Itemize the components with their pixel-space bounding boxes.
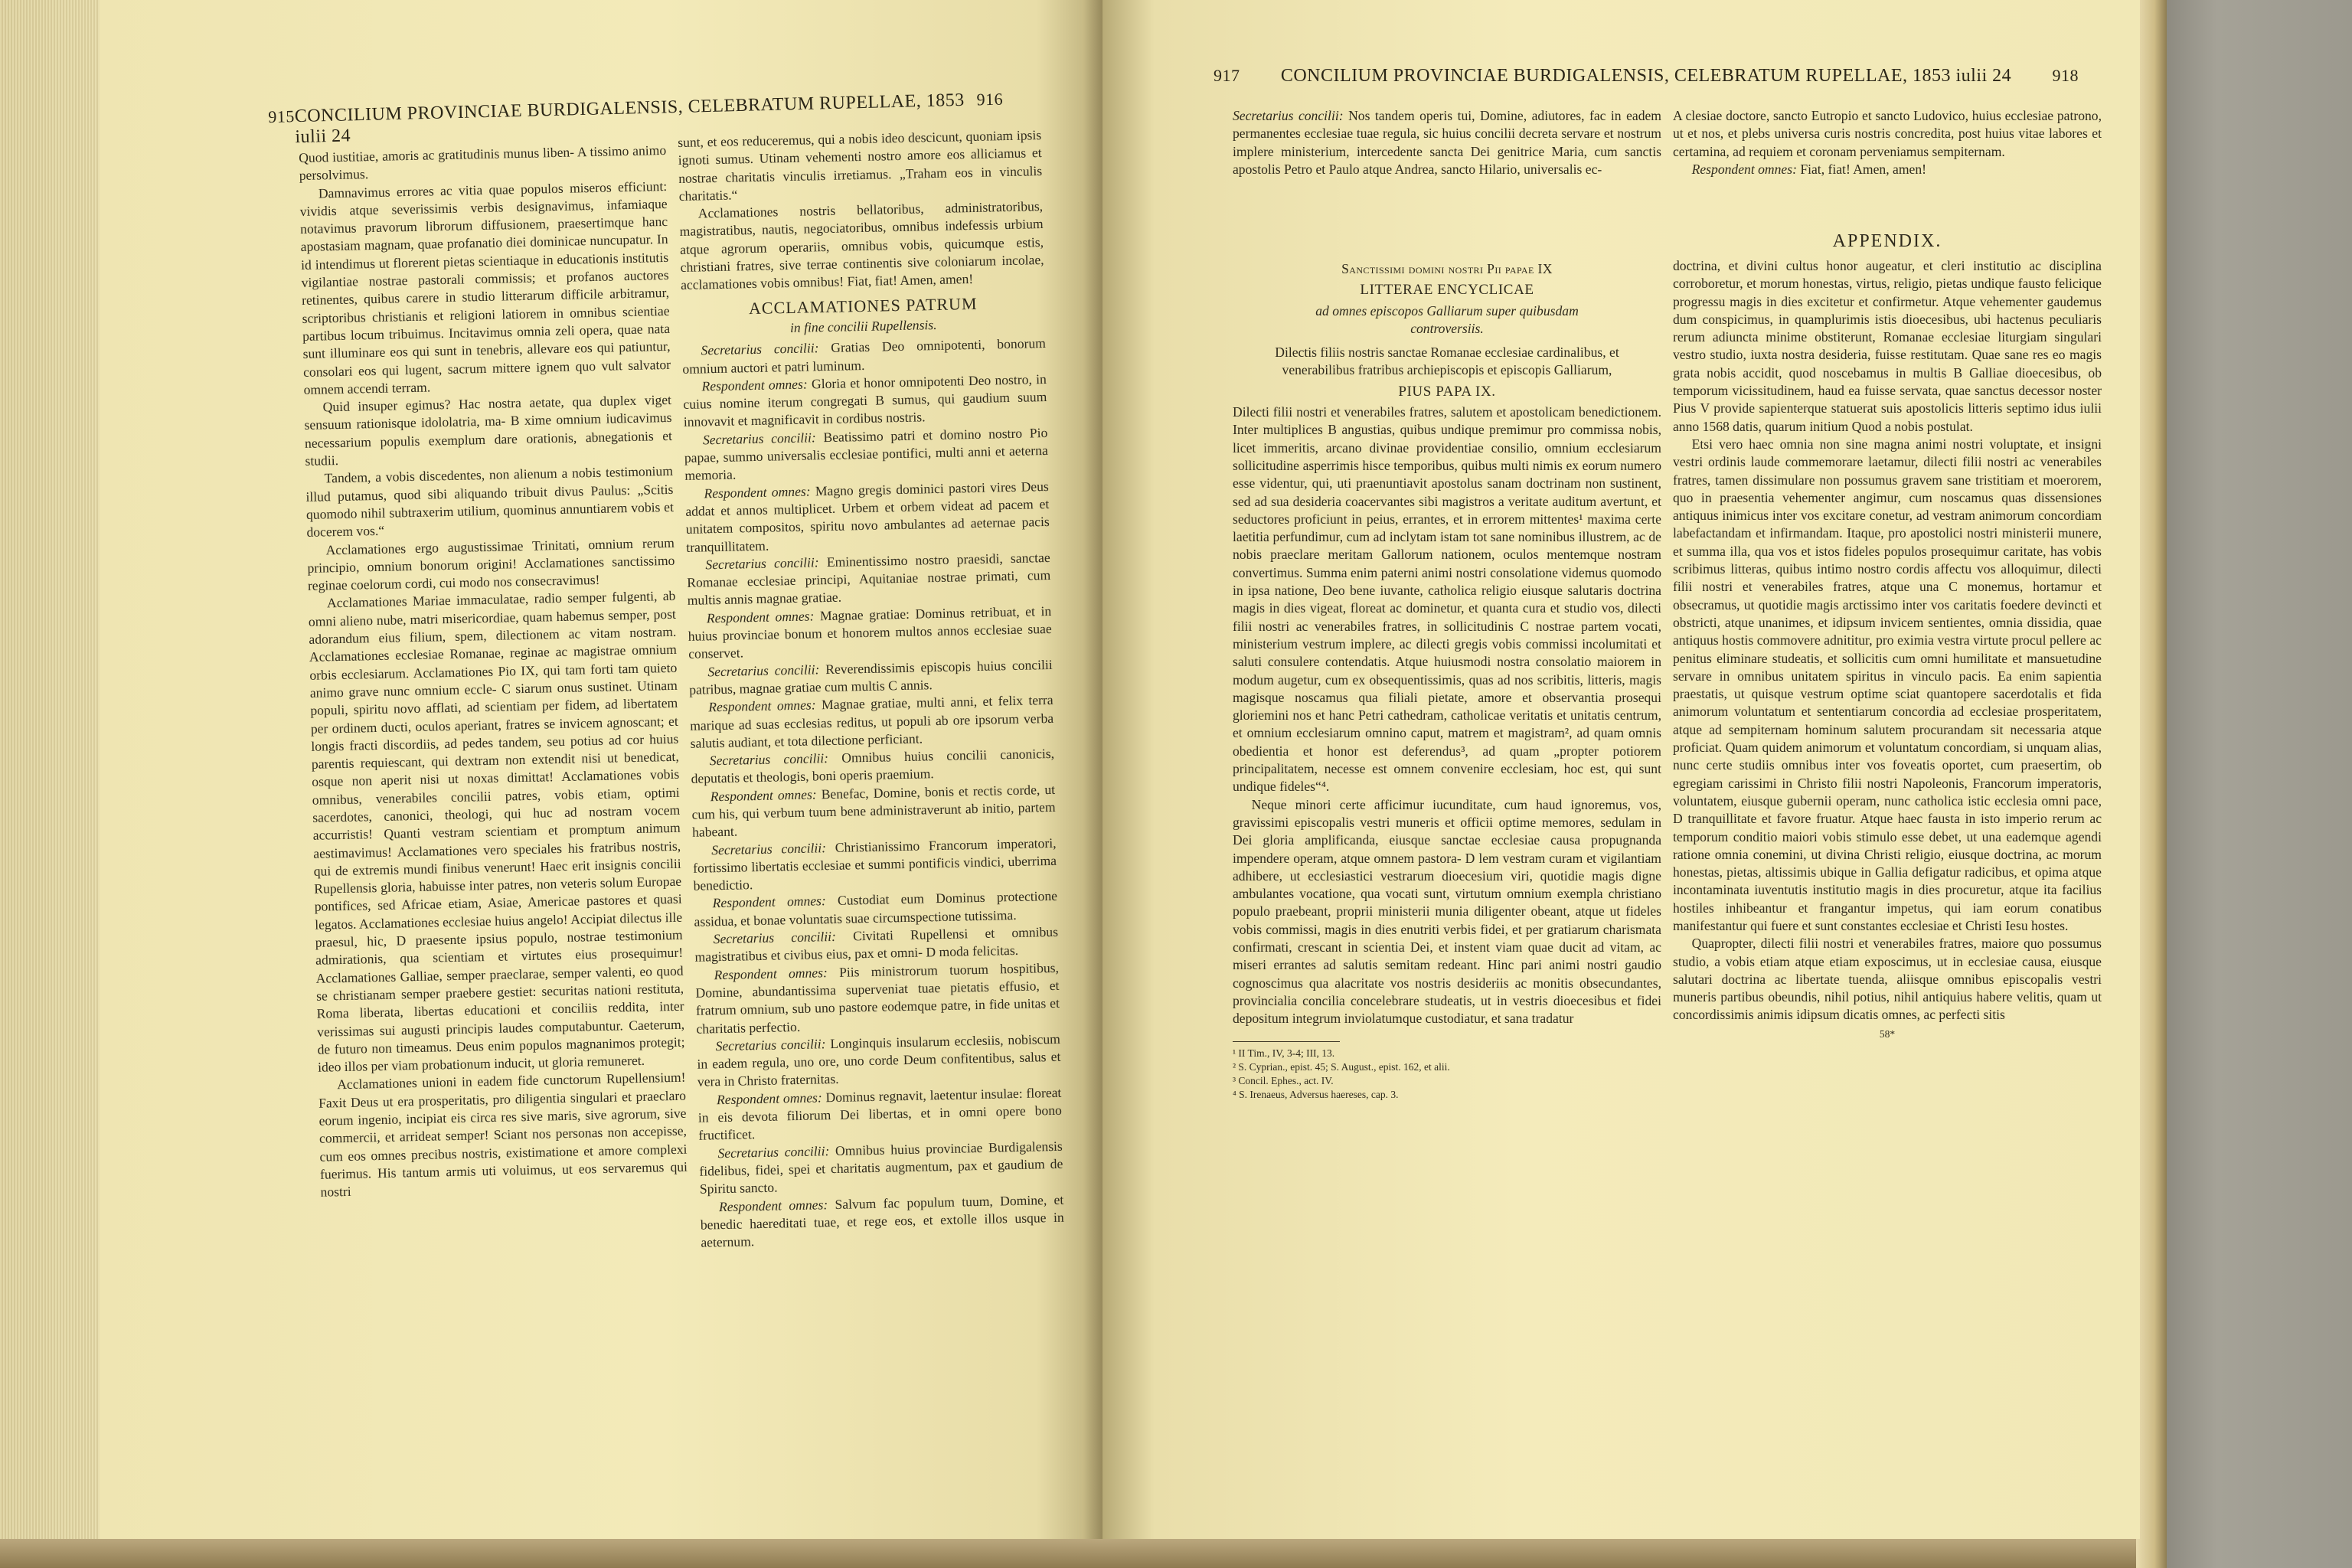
left-page-column-2 (678, 126, 1070, 1527)
acclamation-item (697, 1084, 1062, 1145)
acclamation-text: Dominus regnavit, laetentur insulae: floreat in eis devota filiorum Dei libertas, et in omni opere bono fructificet. (697, 1084, 1063, 1144)
speaker-label: Secretarius concilii: (1233, 108, 1344, 123)
acclamation-text: Omnibus huius provinciae Burdigalensis fidelibus, fidei, spei et charitatis augmentum, pax et gaudium de Spiritu sancto. (699, 1138, 1063, 1197)
footnote: ¹ II Tim., IV, 3-4; III, 13. (1233, 1047, 1335, 1060)
body-paragraph: Acclamationes ergo augustissimae Trinitati, omnium rerum principio, omnium bonorum origini! Acclamationes sanctissimo reginae coelorum cordi, cui modo nos consecravimus! (307, 534, 675, 593)
encyclical-title: LITTERAE ENCYCLICAE (1360, 282, 1534, 299)
acclamation-item (700, 1191, 1064, 1252)
acclamation-text: Civitati Rupellensi et omnibus magistratibus et civibus eius, pax et omni- D moda felicitas. (694, 923, 1059, 965)
right-page (1102, 0, 2140, 1539)
acclamation-text: Magnae gratiae: Dominus retribuat, et in huius provinciae bonum et honorem multos annos ecclesiae suae conservet. (688, 603, 1052, 662)
page-number-916: 916 (976, 89, 1004, 109)
desk-background (2159, 0, 2352, 1568)
speaker-label: Secretarius concilii: (711, 839, 827, 858)
speaker-label: Respondent omnes: (718, 1196, 828, 1214)
closing-prayer-continued: A clesiae doctore, sancto Eutropio et sancto Ludovico, huius ecclesiae patrono, ut et nos, et plebs universa curis nostris concredita, post huius vitae labores et certamina, ad requiem et coronam perveniamus sempiternam. (1673, 108, 2102, 159)
acclamation-item (684, 424, 1048, 485)
speaker-label: Secretarius concilii: (705, 554, 819, 573)
acclamation-item (683, 371, 1047, 432)
speaker-label: Secretarius concilii: (717, 1142, 830, 1161)
encyclical-subtitle: ad omnes episcopos Galliarum super quibusdam controversiis. (1315, 302, 1579, 336)
acclamation-item (687, 549, 1051, 610)
left-page-column-1 (299, 142, 694, 1520)
right-running-header (1214, 66, 2079, 87)
acclamation-item (689, 691, 1054, 753)
acclamation-text: Magnae gratiae, multi anni, et felix terra marique ad suas ecclesias reditus, ut populi ab ore ipsorum verba salutis audiant, et tota dilectione perficiant. (689, 692, 1054, 751)
acclamation-text: Beatissimo patri et domino nostro Pio papae, summo universalis ecclesiae pontifici, multi anni et aeterna memoria. (684, 424, 1048, 484)
speaker-label: Respondent omnes: (714, 964, 828, 982)
acclamation-item (688, 603, 1052, 664)
encyclical-author: Sanctissimi domini nostri Pii papae IX (1341, 261, 1553, 276)
acclamation-text: Magno gregis dominici pastori vires Deus addat et annos multiplicet. Urbem et orbem videat ad pacem et unitatem compositos, spiritu novo ambulantes ad aeternae pacis tranquillitatem. (685, 478, 1050, 555)
acclamation-text: Custodiat eum Dominus protectione assidua, et bonae voluntatis suae circumspectione tutissima. (694, 888, 1058, 929)
book-fore-edge (2136, 0, 2167, 1568)
right-column-2 (1673, 257, 2102, 1521)
page-number-917: 917 (1214, 66, 1240, 85)
left-page (0, 0, 1102, 1539)
encyclical-paragraph: Etsi vero haec omnia non sine magna animi nostri voluptate, et insigni vestri ordinis laude commemorare laetamur, dilecti filii nostri ac venerabiles fratres, tamen dissimulare non possumus gravem sane tristitiam et moerorem, quo in praesentia vehementer angimur, cum noscamus quas dissensiones antiquus inimicus inter vos excitare conetur, ad vestram animorum concordiam labefactandam et infirmandam. Itaque, pro apostolici nostri ministerii munere, et summa illa, qua vos et istos fideles populos prosequimur caritate, has vobis scribimus litteras, quibus intimo nostro cordis affectu vos alloquimur, dilecti filii nostri et venerabiles fratres, atque una C monemus, hortamur et obsecramus, ut quotidie magis arctissimo inter vos caritatis foedere devincti et obstricti, atque unanimes, et idipsum invicem sentientes, omnia dissidia, quae antiquus hostis commovere adnititur, pro eximia vestra virtute procul pellere ac penitus eliminare studeatis, et sollicitis cum omni humilitate et mansuetudine servare in omnibus unitatem spiritus in vinculo pacis. Ea enim sapientia praestatis, ut quisque vestrum optime sciat quantopere sacerdotalis et fida animorum voluntatum et sententiarum concordia ad ecclesiae prosperitatem, atque ad sempiternam hominum salutem procurandam sit necessaria atque proficiat. Quam quidem animorum et voluntatum concordiam, si unquam alias, nunc certe studiis omnibus inter vos foveatis oportet, cum praesertim, ob egregiam carissimi in Christo filii nostri Napoleonis, Francorum imperatoris, voluntatem, eiusque gubernii operam, nunc catholica istic ecclesia omni pace, D tranquillitate et favore fruatur. Atque haec fausta in isto imperio rerum ac temporum conditio maiori vobis stimulo esse debet, ut una eademque agendi ratione omnia conemini, ut divina Christi religio, eiusque doctrina, ac morum honestas, pietas, altissimis ubique in Gallia defigatur radicibus, et opima atque incontaminata iuventutis institutio magis in dies procuretur, atque ita facilius hostiles inhibeantur et frangantur impetus, qui iam eorum conatibus manifestantur qui fuere et sunt constantes ecclesiae et Christi Iesu hostes. (1673, 436, 2102, 933)
footnote: ² S. Cyprian., epist. 45; S. August., epist. 162, et alii. (1233, 1061, 1450, 1073)
acclamationes-list (682, 335, 1065, 1252)
footnote: ⁴ S. Irenaeus, Adversus haereses, cap. 3. (1233, 1089, 1399, 1101)
acclamation-text: Christianissimo Francorum imperatori, fortissimo libertatis ecclesiae et summi pontificis vindici, uberrima benedictio. (692, 835, 1057, 893)
right-top-column-2 (1673, 107, 2102, 178)
body-paragraph: Damnavimus errores ac vitia quae populos miseros efficiunt: vividis atque severissimis verbis designavimus, infamiaque notavimus pravorum librorum diffusionem, praesertimque hanc apostasiam magnam, quae profanatio diei dominicae nuncupatur. In id intendimus ut florerent pietas scientiaque in educationis institutis vigilantiae nostrae pastorali commissis; et profanos auctores retinentes, quibus carere in studio litterarum difficile arbitramur, scriptoribus christianis et religioni latiorem in omnibus scientiae partibus locum tribuimus. Incitavimus omnia zeli opera, quae nata sunt illuminare eos qui sunt in tenebris, allevare eos qui patiuntur, consolari eos qui lugent, sacrum mittere ignem quo vult salvator omnem accendi terram. (299, 178, 671, 397)
acclamation-item (699, 1137, 1063, 1198)
footnote: ³ Concil. Ephes., act. IV. (1233, 1075, 1334, 1087)
book-gutter (1083, 0, 1102, 1539)
footnote-rule (1233, 1041, 1340, 1042)
encyclical-paragraph: doctrina, et divini cultus honor augeatur, et cleri institutio ac disciplina corroboretur, et morum honestas, virtus, religio, pietas undique fausto felicique progressu magis in dies excitetur et confirmetur. Atque vehementer gaudemus dum conspicimus, in quamplurimis istis dioecesibus, ubi hactenus peculiaris rerum adiuncta minime obstiterunt, Romanae ecclesiae liturgiam singulari vestro studio, iuxta nostra desideria, fuisse restitutam. Quae sane res eo magis grata nobis accidit, quod noscebamus in multis B Galliae dioecesibus, ob temporum vicissitudinem, haud ea fuisse servata, quae sanctus decessor noster Pius V provide sapienterque statuerat suis apostolicis litteris septimo idus iulii anno 1568 datis, quarum initium Quod a nobis postulat. (1673, 258, 2102, 434)
encyclical-paragraph: Dilecti filii nostri et venerabiles fratres, salutem et apostolicam benedictionem. Inter multiplices B angustias, quibus undique premimur pro commissa nobis, licet immeritis, arcano divinae providentiae consilio, omnium ecclesiarum sollicitudine asperrimis hisce temporibus, quibus multi nimis ex eorum numero esse videntur, qui, uti praenuntiavit apostolus sanam doctrinam non sustinent, sed ad sua desideria coacervantes sibi magistros a veritate auditum avertunt, et seductores proficiunt in peius, errantes, et in errorem mittentes¹ maxima certe laetitia perfundimur, cum ad inclytam istam tot sane nominibus illustrem, ac de nobis praeclare meritam Gallorum nationem, oculos mentemque nostram convertimus. Summa enim paterni animi nostri consolatione videmus quomodo in ipsa natione, Deo bene iuvante, catholica religio eiusque salutaris doctrina magis in dies vigeat, floreat ac dominetur, et quanta cura et studio vos, dilecti filii nostri ac venerabiles fratres, in sollicitudinis C nostrae partem vocati, ministerium vestrum implere, ac dilecti gregis vobis commissi incolumitati et saluti consulere contendatis. Atque huiusmodi nostra consolatio maiorem in modum augetur, cum ex obsequentissimis, quas ad nos scribitis, litteris, magis magisque noscamus qua filiali pietate, amore et observantia prosequi gloriemini nos et hanc Petri cathedram, catholicae veritatis et unitatis centrum, et omnium ecclesiarum omnino caput, matrem et magistram², ad quam omnis obedientia et honor est deferendus³, ad quam „propter potiorem principalitatem, necesse est omnem convenire ecclesiam, hoc est, qui sunt undique fideles“⁴. (1233, 404, 1661, 795)
body-paragraph: Quid insuper egimus? Hac nostra aetate, qua duplex viget sensuum rationisque idololatria, ma- B xime omnium iudicavimus necessarium populis exemplum dare orationis, abnegationis et studii. (304, 392, 673, 469)
acclamation-text: Reverendissimis episcopis huius concilii patribus, magnae gratiae cum multis C annis. (688, 656, 1053, 697)
acclamation-text: Gloria et honor omnipotenti Deo nostro, in cuius nomine iterum congregati B sumus, qui gaudium suum innovavit et magnificavit in cordibus nostris. (683, 371, 1047, 430)
body-paragraph: Acclamationes Mariae immaculatae, radio semper fulgenti, ab omni alieno nube, matri misericordiae, quam habemus semper, post adorandum eius filium, spem, dilectionem ac vitam nostram. Acclamationes ecclesiae Romanae, reginae ac magistrae omnium orbis ecclesiarum. Acclamationes Pio IX, qui tam forti tam quieto animo grave nunc omnium eccle- C siarum onus sustinet. Utinam populi, spiritu novo afflati, ad scientiam per fidem, ad libertatem per ordinem ducti, oculos aperiant, fratres se invicem agnoscant; et longis fracti discordiis, ad pedes tandem, seu potius ad cor huius parentis requiescant, qui dextram non extendit nisi ut benedicat, osque non aperit nisi ut noxas dimittat! Acclamationes vobis omnibus, venerabiles concilii patres, vobis etiam, optimi sacerdotes, canonici, theologi, qui huc ad nostram vocem accurristis! Quanti vestram scientiam et promptum animum aestimavimus! Acclamationes vero speciales his fratribus nostris, qui de extremis mundi finibus venerunt! Haec erit insignis concilii Rupellensis gloria, habuisse inter patres, non veteris solum Europae pontifices, sed Africae etiam, Asiae, Americae pastores et quasi legatos. Acclamationes ecclesiae huius angelo! Accipiat dilectus ille praesul, hic, D praesente ipsius populo, nostrae testimonium admirationis, qua scientiam et virtutes eius prosequimur! Acclamationes Galliae, semper praeclarae, semper valenti, eo quod se christianam semper praebere gestiet: securitas nationi restituta, Roma liberata, libertas educationi et conciliis reddita, inter verissimas sui augusti principis laudes computabuntur. Caeterum, de futuro non timeamus. Deus enim populos magnanimos protegit; ideo illos per viam probationum inducit, ut gloria remuneret. (308, 588, 685, 1075)
speaker-label: Respondent omnes: (716, 1089, 822, 1107)
acclamation-text: Piis ministrorum tuorum hospitibus, Domine, abundantissima superveniat tuae pietatis effusio, et fratrum omnium, sub uno pastore eodemque patre, in fide unitas et charitatis perfectio. (695, 959, 1060, 1037)
speaker-label: Secretarius concilii: (713, 928, 837, 947)
acclamation-text: Longinquis insularum ecclesiis, nobiscum in eadem regula, uno ore, uno corde Deum confitentibus, salus et vera in Christo fraternitas. (697, 1031, 1061, 1090)
speaker-label: Secretarius concilii: (707, 661, 820, 679)
speaker-label: Respondent omnes: (1691, 161, 1797, 177)
acclamation-item (692, 834, 1057, 895)
acclamationes-subheading: in fine concilii Rupellensis. (789, 316, 937, 335)
acclamation-text: Omnibus huius concilii canonicis, deputatis et theologis, boni operis praemium. (691, 745, 1055, 787)
acclamation-text: Eminentissimo nostro praesidi, sanctae Romanae ecclesiae principi, Aquitaniae nostrae primati, cum multis annis magnae gratiae. (687, 549, 1051, 609)
speaker-label: Respondent omnes: (701, 376, 808, 394)
pope-name: PIUS PAPA IX. (1398, 383, 1496, 400)
speaker-label: Secretarius concilii: (702, 430, 816, 448)
running-title: CONCILIUM PROVINCIAE BURDIGALENSIS, CELEBRATUM RUPELLAE, 1853 iulii 24 (1280, 66, 2012, 86)
acclamation-item (691, 781, 1056, 842)
signature-mark: 58* (1879, 1027, 1896, 1040)
encyclical-paragraph: Neque minori certe afficimur iucunditate, cum haud ignoremus, vos, gravissimi episcopalis vestri muneris et officii optime memores, sedulam in Dei gloria amplificanda, eiusque sanctae ecclesiae causa propugnanda impendere operam, atque omnem pastora- D lem vestram curam et vigilantiam adhibere, ut ecclesiastici vestrarum dioecesium viri, quotidie magis digne ambulantes vocatione, qua vocati sunt, virtutum omnium exempla christiano populo praebeant, proprii ministerii munia diligenter obeant, atque ut fideles vobis commissi, magis in dies enutriti verbis fidei, et per gratiarum charismata confirmati, crescant in scientia Dei, et instent viam quae ducit ad vitam, ac miseri errantes ad salutis semitam redeant. Hinc pari animi nostri gaudio cognoscimus qua alacritate vos nostris desideriis ac monitis obsecundantes, provincialia concilia concelebrare studeatis, ut in vestris dioecesibus et fidei depositum integrum inviolatumque custodiatur, et sana tradatur (1233, 796, 1661, 1027)
acclamation-text: Gratias Deo omnipotenti, bonorum omnium auctori et patri luminum. (682, 335, 1047, 377)
acclamation-item (685, 478, 1050, 557)
speaker-label: Secretarius concilii: (701, 340, 819, 358)
body-paragraph: Quod iustitiae, amoris ac gratitudinis munus liben- A tissimo animo persolvimus. (299, 142, 667, 184)
body-paragraph: Acclamationes nostris bellatoribus, administratoribus, magistratibus, nautis, negociatoribus, omnibus indefessis urbium atque agrorum operariis, omnibus vobis, quicumque estis, christiani fratres, sive terrae continentis sive coloniarum incolae, acclamationes vobis omnibus! Fiat, fiat! Amen, amen! (679, 198, 1044, 293)
running-title: CONCILIUM PROVINCIAE BURDIGALENSIS, CELEBRATUM RUPELLAE, 1853 iulii 24 (294, 90, 965, 148)
closing-prayer-text: Nos tandem operis tui, Domine, adiutores, fac in eadem permanentes ecclesiae tuae regula, sic huius concilii decreta servare et nostrum implere ministerium, intercedente sancta Dei genitrice Maria, cum sanctis apostolis Petro et Paulo atque Andrea, sancto Hilario, universalis ec- (1233, 108, 1661, 177)
acclamationes-heading: ACCLAMATIONES PATRUM (748, 293, 978, 318)
acclamation-text: Salvum fac populum tuum, Domine, et benedic haereditati tuae, et rege eos, et extolle illos usque in aeternum. (700, 1191, 1064, 1250)
speaker-label: Respondent omnes: (706, 608, 815, 626)
appendix-heading-wrap (1673, 228, 2102, 258)
speaker-label: Respondent omnes: (712, 893, 826, 911)
right-top-column-1 (1233, 107, 1661, 178)
speaker-label: Secretarius concilii: (709, 750, 829, 769)
body-paragraph: Tandem, a vobis discedentes, non alienum a nobis testimonium illud putamus, quod sibi aliquando tribuit divus Paulus: „Scitis quomodo nihil subtraxerim utilium, quominus annuntiarem vobis et docerem vos.“ (305, 463, 675, 541)
acclamation-text: Benefac, Domine, bonis et rectis corde, ut cum his, qui verbum tuum bene administraverunt ab initio, partem habeant. (691, 781, 1056, 841)
right-column-1 (1233, 257, 1661, 1521)
appendix-heading: APPENDIX. (1832, 231, 1942, 251)
closing-reply: Fiat, fiat! Amen, amen! (1800, 161, 1926, 177)
page-stack-edges (0, 0, 100, 1539)
acclamation-item (695, 959, 1060, 1037)
footnotes (1233, 1047, 1661, 1102)
speaker-label: Secretarius concilii: (715, 1036, 826, 1054)
speaker-label: Respondent omnes: (708, 697, 816, 715)
encyclical-address: Dilectis filiis nostris sanctae Romanae ecclesiae cardinalibus, et venerabilibus fratribus archiepiscopis et episcopis Galliarum, (1275, 345, 1619, 378)
acclamation-item (697, 1031, 1061, 1092)
page-number-918: 918 (2052, 66, 2079, 85)
body-paragraph: sunt, et eos reduceremus, qui a nobis ideo descicunt, quoniam ipsis ignoti sumus. Utinam vehementi nostro amore eos alliciamus et nostrae charitatis vinculis irretiamus. „Traham eos in vinculis charitatis.“ (678, 127, 1043, 204)
page-number-915: 915 (268, 106, 296, 126)
body-paragraph: Acclamationes unioni in eadem fide cunctorum Rupellensium! Faxit Deus ut era prosperitatis, pro diligentia singulari et praeclaro eorum ingenio, incipiat eis circa res sive maris, sive agrorum, sive commercii, et arrideat semper! Sciant nos personas non accepisse, cum eos omnes precibus nostris, existimatione et amore complexi fuerimus. His tantum armis uti voluimus, ut eos servaremus qui nostri (318, 1070, 688, 1200)
speaker-label: Respondent omnes: (704, 483, 811, 501)
speaker-label: Respondent omnes: (710, 786, 817, 804)
encyclical-paragraph: Quapropter, dilecti filii nostri et venerabiles fratres, maiore quo possumus studio, a vobis etiam atque etiam exposcimus, ut in ecclesiae causa, eiusque salutari doctrina ac libertate tuenda, aliisque omnibus episcopalis vestri muneris partibus obeundis, nihil potius, nihil antiquius habere velitis, quam ut concordissimis animis idipsum dicatis omnes, ac perfecti sitis (1673, 936, 2102, 1023)
